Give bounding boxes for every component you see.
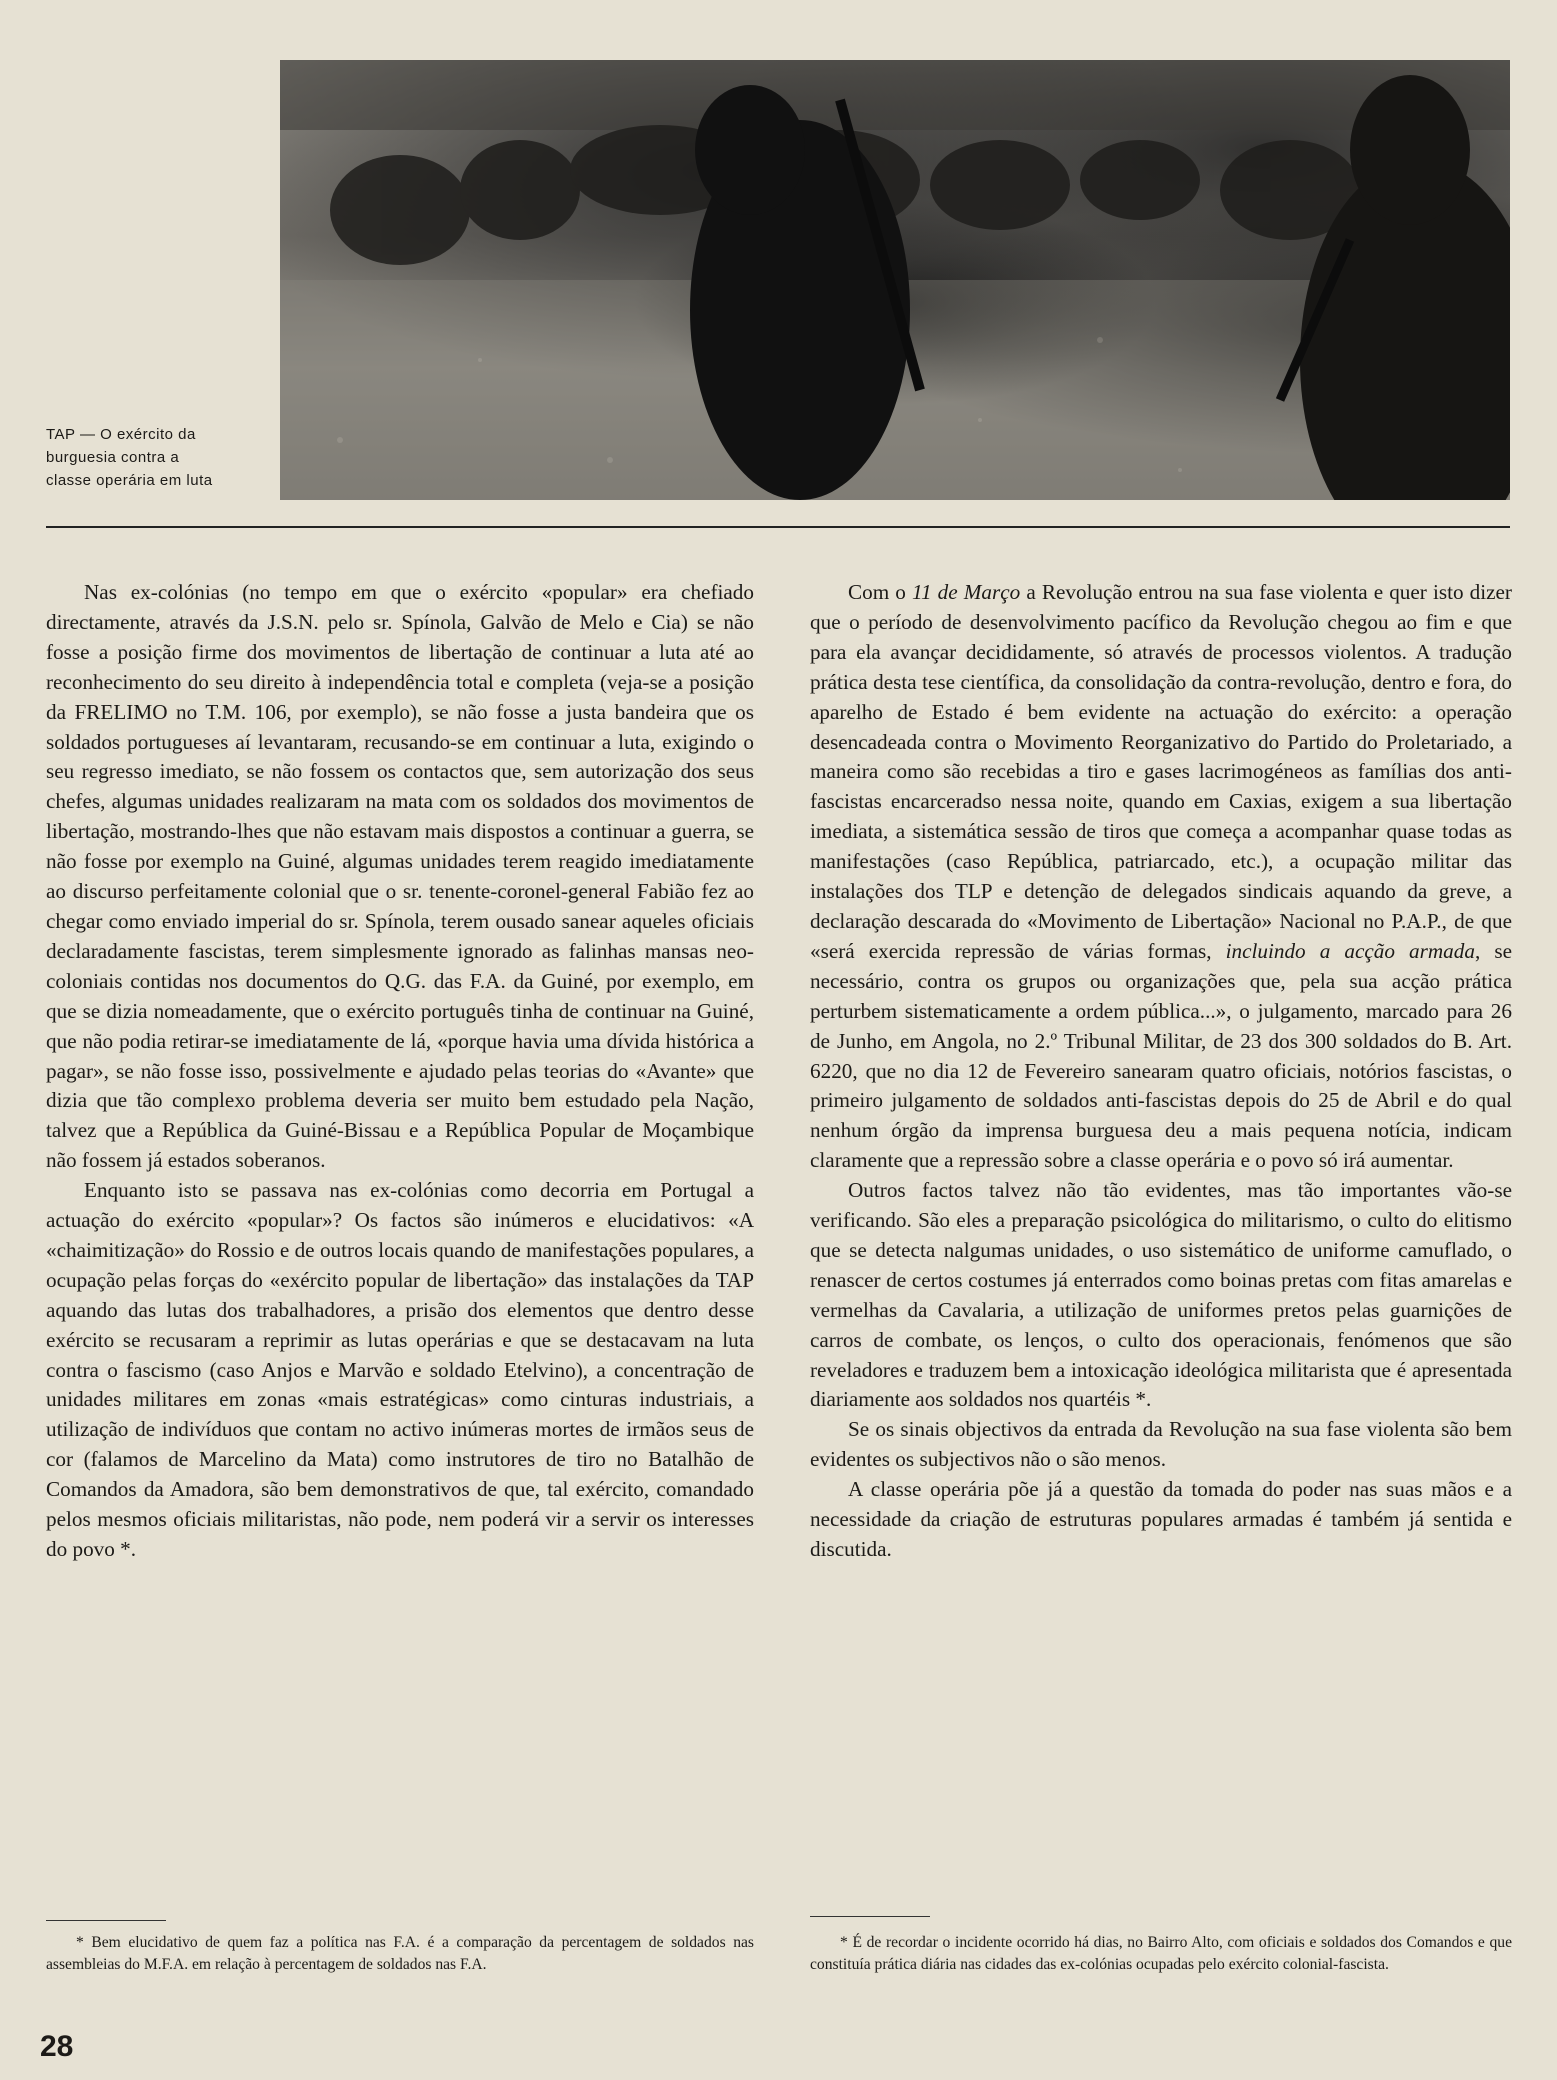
paragraph: Outros factos talvez não tão evidentes, mas tão importantes vão-se verificando. São eles a preparação psicológica do militarismo, o culto do elitismo que se detecta nalgumas unidades, o uso sistemático de uniforme camuflado, o renascer de certos costumes já enterrados como boinas pretas com fitas amarelas e vermelhas da Cavalaria, a utilização de uniformes pretos pelas guarnições de carros de combate, os lenços, o culto dos operacionais, fenómenos que são reveladores e traduzem bem a intoxicação ideológica militarista que é apresentada diariamente aos soldados nos quartéis *.: [810, 1178, 1512, 1412]
paragraph: A classe operária põe já a questão da tomada do poder nas suas mãos e a necessidade da criação de estruturas populares armadas é também já sentida e discutida.: [810, 1477, 1512, 1561]
paragraph: Se os sinais objectivos da entrada da Revolução na sua fase violenta são bem evidentes os subjectivos não o são menos.: [810, 1417, 1512, 1472]
section-divider: [46, 526, 1510, 528]
footnote-rule: [810, 1916, 930, 1917]
photo-illustration: [280, 60, 1510, 500]
right-column: [810, 578, 1512, 1565]
crowd-of-soldiers-photo: [280, 60, 1510, 500]
left-column: [46, 578, 754, 1565]
footnote-rule: [46, 1920, 166, 1921]
footnote-right: * É de recordar o incidente ocorrido há dias, no Bairro Alto, com oficiais e soldados dos Comandos e que constituía prática diária nas cidades das ex-colónias ocupadas pelo exército colonial-fascista.: [810, 1934, 1512, 1973]
page-number: 28: [40, 2030, 74, 2063]
photo-caption: [46, 423, 266, 492]
caption-line: classe operária em luta: [46, 472, 213, 489]
caption-line: burguesia contra a: [46, 449, 180, 466]
paragraph: Nas ex-colónias (no tempo em que o exército «popular» era chefiado directamente, através da J.S.N. pelo sr. Spínola, Galvão de Melo e Cia) se não fosse a posição firme dos movimentos de libertação de continuar a luta até ao reconhecimento do seu direito à independência total e completa (veja-se a posição da FRELIMO no T.M. 106, por exemplo), se não fosse a justa bandeira que os soldados portugueses aí levantaram, recusando-se em continuar a luta, exigindo o seu regresso imediato, se não fossem os contactos que, sem autorização dos seus chefes, algumas unidades realizaram na mata com os soldados dos movimentos de libertação, mostrando-lhes que não estavam mais dispostos a continuar a guerra, se não fosse por exemplo na Guiné, algumas unidades terem reagido imediatamente ao discurso perfeitamente colonial que o sr. tenente-coronel-general Fabião fez ao chegar como enviado imperial do sr. Spínola, terem ousado sanear aqueles oficiais declaradamente fascistas, terem simplesmente ignorado as falinhas mansas neo-coloniais contidas nos documentos do Q.G. das F.A. da Guiné, por exemplo, em que se dizia nomeadamente, que o exército português tinha de continuar na Guiné, que não podia retirar-se imediatamente de lá, «porque havia uma dívida histórica a pagar», se não fosse isso, possivelmente e ajudado pelas teorias do «Avante» que dizia que tão complexo problema deveria ser muito bem estudado pela Nação, talvez que a República da Guiné-Bissau e a República Popular de Moçambique não fossem já estados soberanos.: [46, 580, 754, 1173]
footnote-left: * Bem elucidativo de quem faz a política nas F.A. é a comparação da percentagem de soldados nas assembleias do M.F.A. em relação à percentagem de soldados nas F.A.: [46, 1934, 754, 1973]
text-run: , se necessário, contra os grupos ou organizações que, pela sua acção prática perturbem sistematicamente a ordem pública...», o julgamento, marcado para 26 de Junho, em Angola, no 2.º Tribunal Militar, de 23 dos 300 soldados do B. Art. 6220, que no dia 12 de Fevereiro sanearam quatro oficiais, notórios fascistas, o primeiro julgamento de soldados anti-fascistas depois do 25 de Abril e do qual nenhum órgão da imprensa burguesa deu a mais pequena notícia, indicam claramente que a repressão sobre a classe operária e o povo só irá aumentar.: [810, 938, 1512, 1173]
date-emphasis: 11 de Março: [911, 580, 1021, 604]
caption-line: TAP — O exército da: [46, 426, 196, 443]
paragraph: Enquanto isto se passava nas ex-colónias como decorria em Portugal a actuação do exército «popular»? Os factos são inúmeros e elucidativos: «A «chaimitização» do Rossio e de outros locais quando de manifestações populares, a ocupação pelas forças do «exército popular de libertação» das instalações da TAP aquando das lutas dos trabalhadores, a prisão dos elementos que dentro desse exército se recusaram a reprimir as lutas operárias e que se destacavam na luta contra o fascismo (caso Anjos e Marvão e soldado Etelvino), a concentração de unidades militares em zonas «mais estratégicas» como cinturas industriais, a utilização de indivíduos que contam no activo inúmeras mortes de irmãos seus de cor (falamos de Marcelino da Mata) como instrutores de tiro no Batalhão de Comandos da Amadora, são bem demonstrativos de que, tal exército, comandado pelos mesmos oficiais militaristas, não pode, nem poderá vir a servir os interesses do povo *.: [46, 1178, 754, 1561]
paragraph: [810, 578, 1512, 1176]
text-run: a Revolução entrou na sua fase violenta e quer isto dizer que o período de desenvolvimento pacífico da Revolução chegou ao fim e que para ela avançar decididamente, só através de processos violentos. A tradução prática desta tese científica, da consolidação da contra-revolução, dentro e fora, do aparelho de Estado é bem evidente na actuação do exército: a operação desencadeada contra o Movimento Reorganizativo do Partido do Proletariado, a maneira como são recebidas a tiro e gases lacrimogéneos as famílias dos anti-fascistas encarceradso nessa noite, quando em Caxias, exigem a sua libertação imediata, a sistemática sessão de tiros que começa a acompanhar quase todas as manifestações (caso República, patriarcado, etc.), a ocupação militar das instalações dos TLP e detenção de delegados sindicais aquando da greve, a declaração descarada do «Movimento de Libertação» Nacional no P.A.P., de que «será exercida repressão de várias formas,: [810, 580, 1512, 963]
text-run: Com o: [848, 580, 912, 604]
quote-emphasis: incluindo a acção armada: [1225, 938, 1475, 963]
